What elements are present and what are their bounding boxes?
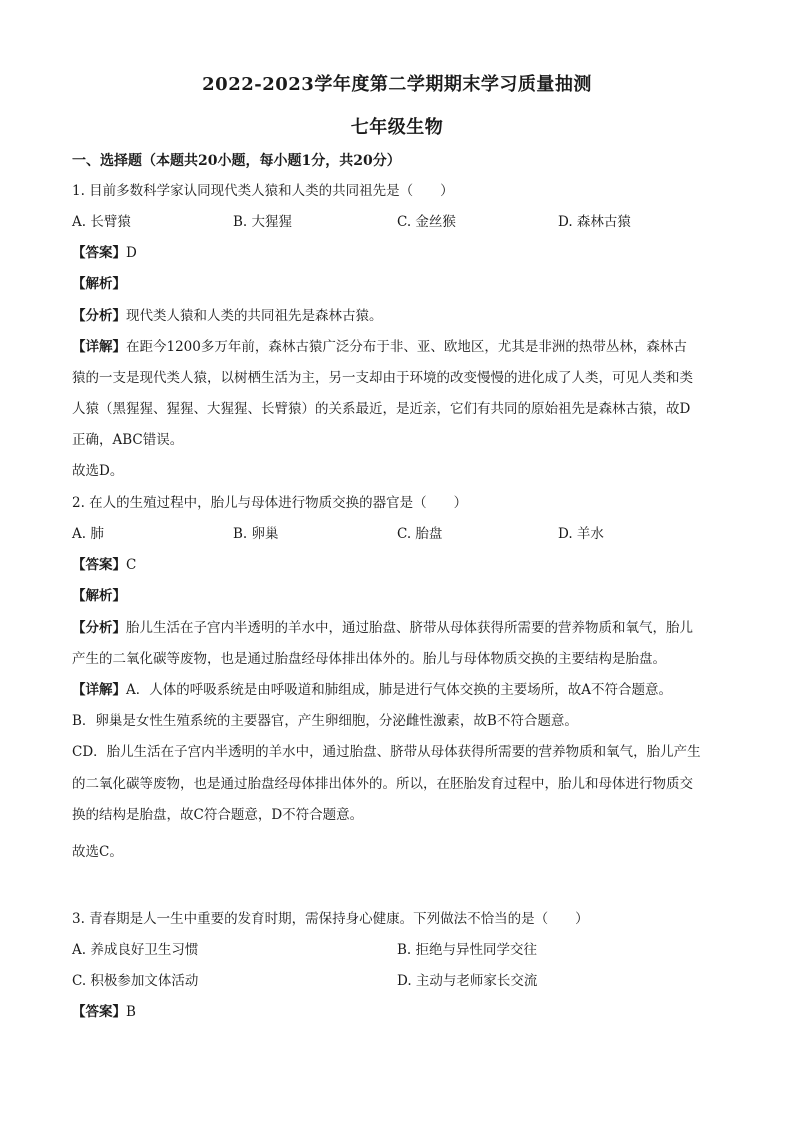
q2-detail-cd-line-2: 的二氧化碳等废物，也是通过胎盘经母体排出体外的。所以，在胚胎发育过程中，胎儿和母体进行物质交: [72, 776, 693, 792]
q1-answer: [72, 243, 137, 263]
answer-tag: 【答案】: [72, 557, 126, 573]
analysis-tag: 【解析】: [72, 588, 126, 604]
q2-answer-value: C: [126, 557, 137, 573]
q3-answer-value: B: [126, 1004, 136, 1020]
q1-analysis-label: [72, 274, 126, 294]
q3-answer: [72, 1002, 136, 1022]
q2-option-c: C. 胎盘: [397, 526, 443, 542]
q1-detail-line-1: [72, 337, 687, 357]
fenxi-tag: 【分析】: [72, 308, 126, 324]
question-1-stem: 1. 目前多数科学家认同现代类人猿和人类的共同祖先是（ ）: [72, 183, 454, 199]
page-title: 2022-2023学年度第二学期期末学习质量抽测: [202, 74, 592, 95]
q1-answer-value: D: [126, 245, 137, 261]
question-3-stem: 3. 青春期是人一生中重要的发育时期，需保持身心健康。下列做法不恰当的是（ ）: [72, 911, 589, 927]
q2-fenxi-line-1: [72, 618, 693, 638]
q2-analysis-label: [72, 586, 126, 606]
q1-fenxi: [72, 306, 383, 326]
section-heading: 一、选择题（本题共20小题，每小题1分，共20分）: [72, 153, 401, 169]
detail-tag: 【详解】: [72, 682, 126, 698]
q1-option-d: D. 森林古猿: [558, 214, 631, 230]
q2-detail-a: [72, 680, 672, 700]
q2-detail-a-text: A．人体的呼吸系统是由呼吸道和肺组成，肺是进行气体交换的主要场所，故A不符合题意。: [126, 682, 672, 698]
q3-option-c: C. 积极参加文体活动: [72, 973, 199, 989]
q1-option-c: C. 金丝猴: [397, 214, 456, 230]
detail-tag: 【详解】: [72, 339, 126, 355]
q3-option-b: B. 拒绝与异性同学交往: [397, 942, 538, 958]
q1-detail-line-2: 猿的一支是现代类人猿，以树栖生活为主，另一支却由于环境的改变慢慢的进化成了人类，可见人类和类: [72, 370, 693, 386]
q2-detail-cd-line-1: CD．胎儿生活在子宫内半透明的羊水中，通过胎盘、脐带从母体获得所需要的营养物质和氧气，胎儿产生: [72, 744, 701, 760]
answer-tag: 【答案】: [72, 245, 126, 261]
q1-fenxi-text: 现代类人猿和人类的共同祖先是森林古猿。: [126, 308, 383, 324]
q2-fenxi-text-1: 胎儿生活在子宫内半透明的羊水中，通过胎盘、脐带从母体获得所需要的营养物质和氧气，胎儿: [126, 620, 693, 636]
q2-option-b: B. 卵巢: [233, 526, 279, 542]
q1-option-a: A. 长臂猿: [72, 214, 131, 230]
q2-detail-b: B．卵巢是女性生殖系统的主要器官，产生卵细胞，分泌雌性激素，故B不符合题意。: [72, 713, 578, 729]
q1-detail-text-1: 在距今1200多万年前，森林古猿广泛分布于非、亚、欧地区，尤其是非洲的热带丛林，森林古: [126, 339, 687, 355]
q3-option-a: A. 养成良好卫生习惯: [72, 942, 199, 958]
q1-detail-line-3: 人猿（黑猩猩、猩猩、大猩猩、长臂猿）的关系最近，是近亲，它们有共同的原始祖先是森林古猿，故D: [72, 401, 691, 417]
fenxi-tag: 【分析】: [72, 620, 126, 636]
q1-option-b: B. 大猩猩: [233, 214, 293, 230]
q1-detail-line-4: 正确，ABC错误。: [72, 432, 184, 448]
q2-fenxi-line-2: 产生的二氧化碳等废物，也是通过胎盘经母体排出体外的。胎儿与母体物质交换的主要结构是胎盘。: [72, 651, 666, 667]
q2-option-d: D. 羊水: [558, 526, 604, 542]
page-subtitle: 七年级生物: [350, 117, 444, 138]
q2-answer: [72, 555, 136, 575]
q3-option-d: D. 主动与老师家长交流: [397, 973, 538, 989]
question-2-stem: 2. 在人的生殖过程中，胎儿与母体进行物质交换的器官是（ ）: [72, 495, 468, 511]
q2-detail-cd-line-3: 换的结构是胎盘，故C符合题意，D不符合题意。: [72, 807, 364, 823]
analysis-tag: 【解析】: [72, 276, 126, 292]
q2-conclusion: 故选C。: [72, 844, 123, 860]
q2-option-a: A. 肺: [72, 526, 104, 542]
answer-tag: 【答案】: [72, 1004, 126, 1020]
q1-conclusion: 故选D。: [72, 463, 124, 479]
